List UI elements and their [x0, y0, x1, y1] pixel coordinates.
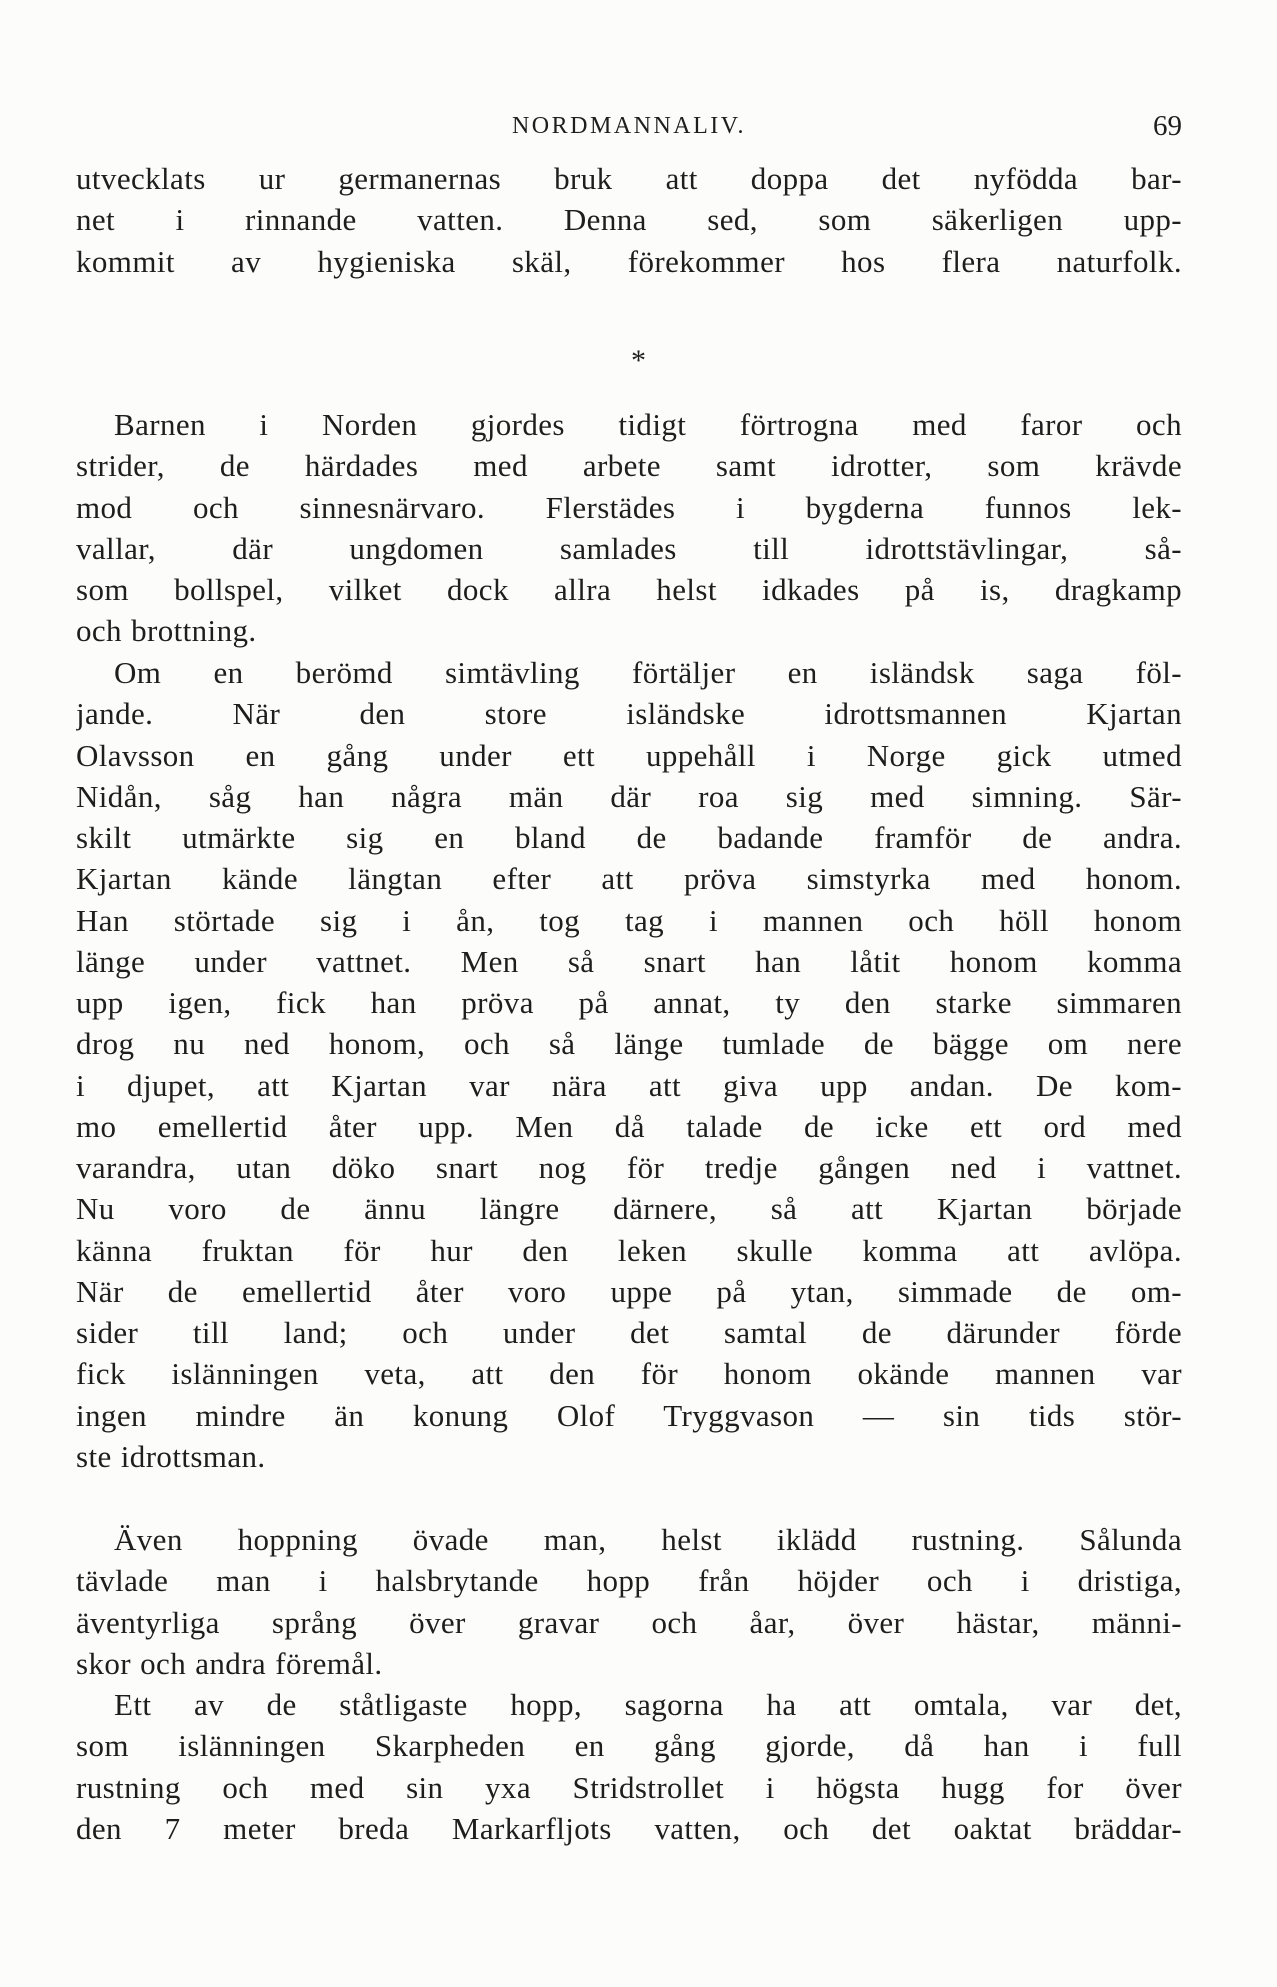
text-line: När de emellertid åter voro uppe på ytan, simmade de om-: [76, 1273, 1182, 1309]
text-line: som islänningen Skarpheden en gång gjorde, då han i full: [76, 1728, 1182, 1764]
text-line: känna fruktan för hur den leken skulle komma att avlöpa.: [76, 1232, 1182, 1268]
text-line: upp igen, fick han pröva på annat, ty den starke simmaren: [76, 985, 1182, 1020]
text-line: kommit av hygieniska skäl, förekommer hos flera naturfolk.: [76, 243, 1182, 279]
section-separator: *: [631, 344, 646, 377]
text-line: sider till land; och under det samtal de därunder förde: [76, 1315, 1182, 1350]
text-line: och brottning.: [76, 613, 257, 649]
text-line: i djupet, att Kjartan var nära att giva upp andan. De kom-: [76, 1067, 1182, 1103]
paragraph-barnen: [76, 404, 1182, 652]
running-header: [76, 106, 1182, 146]
text-line: varandra, utan döko snart nog för tredje gången ned i vattnet.: [76, 1150, 1182, 1185]
text-line: fick islänningen veta, att den för honom okände mannen var: [76, 1356, 1182, 1392]
text-line: Nidån, såg han några män där roa sig med simning. Sär-: [76, 778, 1182, 814]
text-line: som bollspel, vilket dock allra helst idkades på is, dragkamp: [76, 572, 1182, 607]
text-line: Olavsson en gång under ett uppehåll i Norge gick utmed: [76, 737, 1182, 773]
text-line: net i rinnande vatten. Denna sed, som säkerligen upp-: [76, 202, 1182, 238]
text-line: skor och andra föremål.: [76, 1645, 383, 1681]
paragraph-skarpheden: [76, 1684, 1182, 1849]
text-line: Ett av de ståtligaste hopp, sagorna ha att omtala, var det,: [114, 1687, 1182, 1722]
text-line: ingen mindre än konung Olof Tryggvason — sin tids stör-: [76, 1397, 1182, 1433]
text-line: Barnen i Norden gjordes tidigt förtrogna med faror och: [114, 407, 1182, 442]
text-line: länge under vattnet. Men så snart han låtit honom komma: [76, 943, 1182, 979]
text-line: skilt utmärkte sig en bland de badande framför de andra.: [76, 820, 1182, 855]
paragraph-hoppning: [76, 1519, 1182, 1684]
text-line: den 7 meter breda Markarfljots vatten, och det oaktat bräddar-: [76, 1810, 1182, 1846]
text-line: rustning och med sin yxa Stridstrollet i högsta hugg for över: [76, 1769, 1182, 1805]
page-number: 69: [1153, 110, 1182, 142]
text-line: vallar, där ungdomen samlades till idrottstävlingar, så-: [76, 530, 1182, 566]
text-line: Om en berömd simtävling förtäljer en isländsk saga föl-: [114, 655, 1182, 690]
text-line: Även hoppning övade man, helst iklädd rustning. Sålunda: [114, 1522, 1182, 1557]
text-line: drog nu ned honom, och så länge tumlade de bägge om nere: [76, 1026, 1182, 1062]
text-line: Nu voro de ännu längre därnere, så att Kjartan började: [76, 1191, 1182, 1227]
text-line: ste idrottsman.: [76, 1438, 266, 1474]
text-line: Kjartan kände längtan efter att pröva simstyrka med honom.: [76, 861, 1182, 897]
text-line: äventyrliga språng över gravar och åar, över hästar, männi-: [76, 1604, 1182, 1640]
text-line: mo emellertid åter upp. Men då talade de icke ett ord med: [76, 1108, 1182, 1144]
text-line: Han störtade sig i ån, tog tag i mannen och höll honom: [76, 902, 1182, 938]
text-line: strider, de härdades med arbete samt idrotter, som krävde: [76, 448, 1182, 484]
running-title: NORDMANNALIV.: [511, 113, 747, 139]
text-line: jande. När den store isländske idrottsmannen Kjartan: [76, 696, 1182, 732]
text-line: mod och sinnesnärvaro. Flerstädes i bygderna funnos lek-: [76, 489, 1182, 525]
paragraph-simtavling: [76, 652, 1182, 1477]
text-line: tävlade man i halsbrytande hopp från höjder och i dristiga,: [76, 1563, 1182, 1599]
text-line: utvecklats ur germanernas bruk att doppa det nyfödda bar-: [76, 161, 1182, 196]
paragraph-continuation: [76, 158, 1182, 282]
